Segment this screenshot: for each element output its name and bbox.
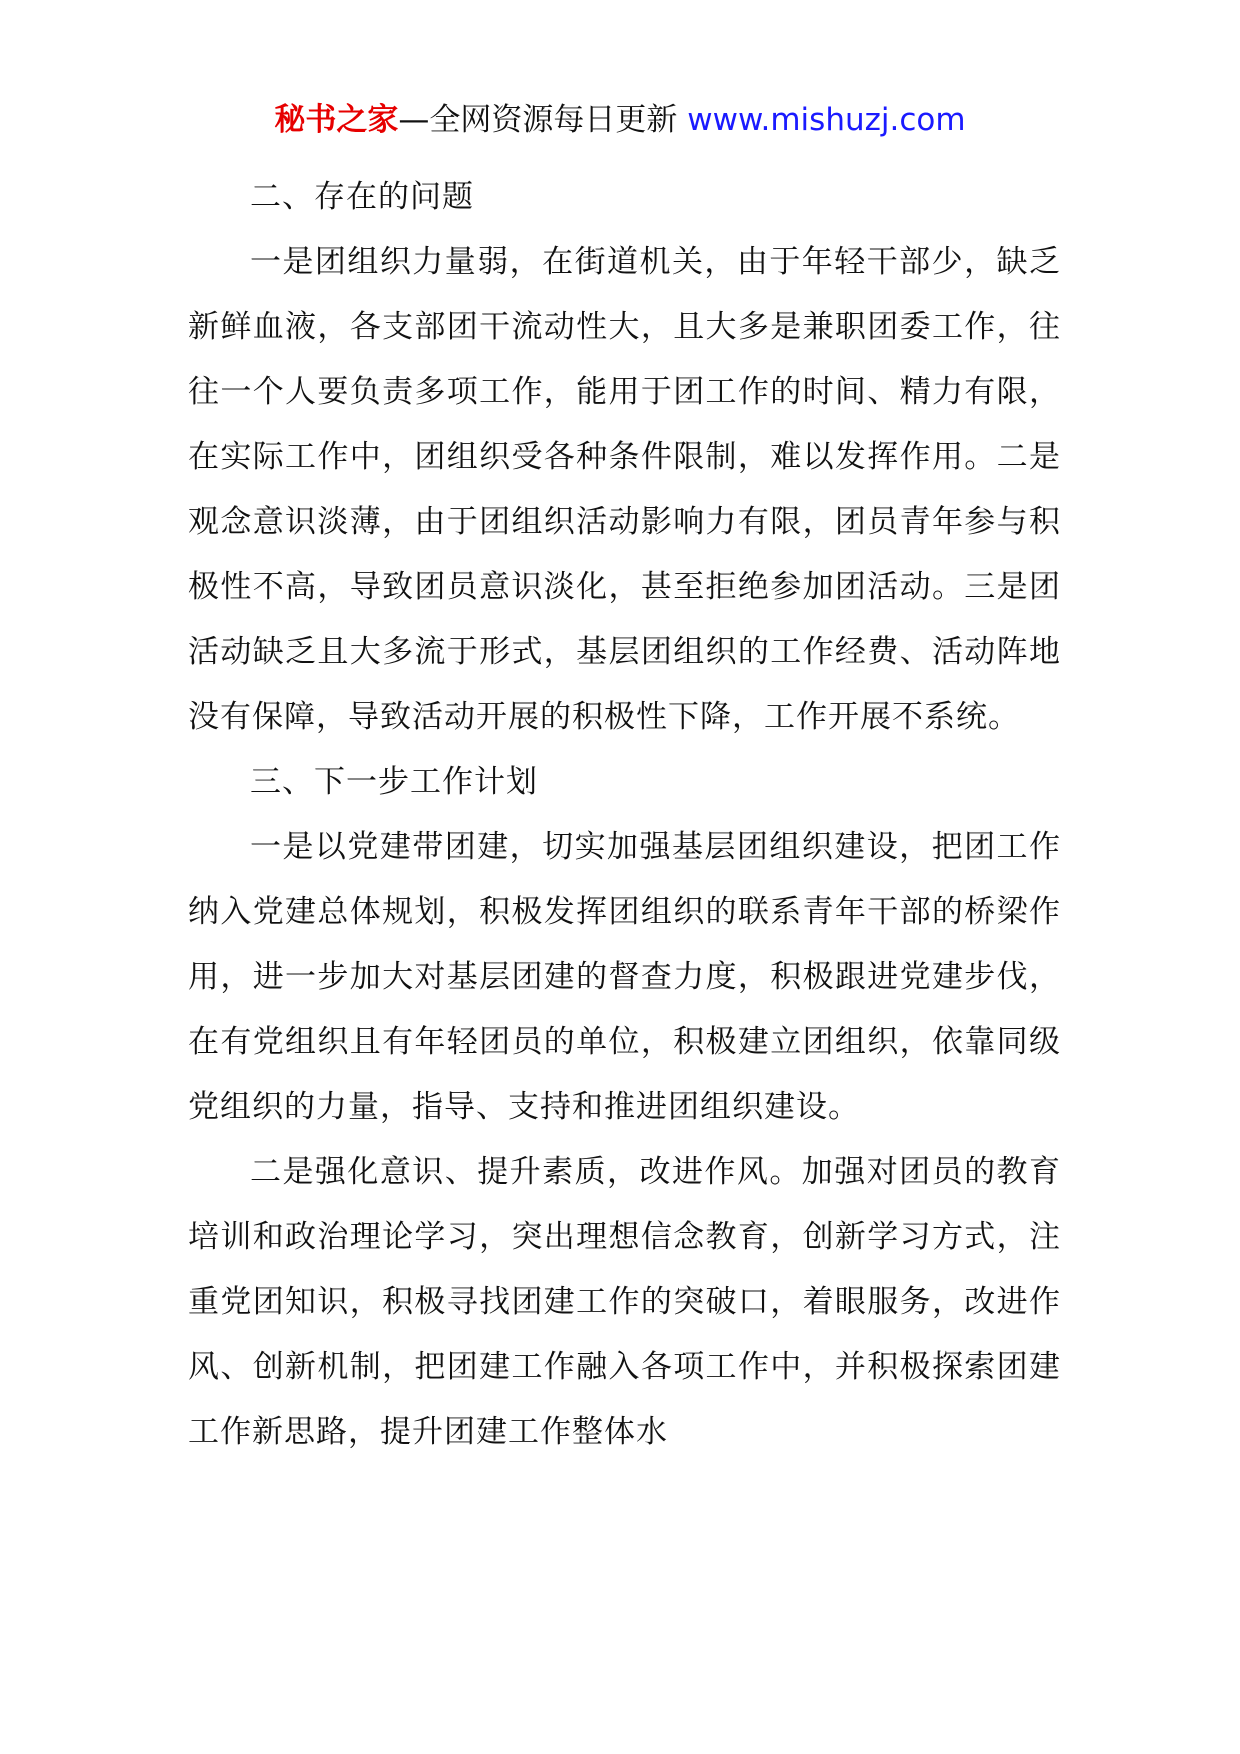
header-tagline: —全网资源每日更新 xyxy=(398,102,688,138)
site-url-link[interactable]: www.mishuzj.com xyxy=(687,102,966,138)
paragraph-plan-one: 一是以党建带团建，切实加强基层团组织建设，把团工作纳入党建总体规划，积极发挥团组织的联系青年干部的桥梁作用，进一步加大对基层团建的督查力度，积极跟进党建步伐，在有党组织且有年轻团员的单位，积极建立团组织，依靠同级党组织的力量，指导、支持和推进团组织建设。 xyxy=(188,829,1061,1125)
section-heading-next-plan: 三、下一步工作计划 xyxy=(250,764,538,800)
paragraph-plan-two: 二是强化意识、提升素质，改进作风。加强对团员的教育培训和政治理论学习，突出理想信念教育，创新学习方式，注重党团知识，积极寻找团建工作的突破口，着眼服务，改进作风、创新机制，把团建工作融入各项工作中，并积极探索团建工作新思路，提升团建工作整体水 xyxy=(188,1154,1061,1450)
section-heading-problems: 二、存在的问题 xyxy=(250,179,474,215)
document-body xyxy=(188,165,1061,1465)
site-header xyxy=(0,98,1240,142)
paragraph-problems: 一是团组织力量弱，在街道机关，由于年轻干部少，缺乏新鲜血液，各支部团干流动性大，且大多是兼职团委工作，往往一个人要负责多项工作，能用于团工作的时间、精力有限，在实际工作中，团组织受各种条件限制，难以发挥作用。二是观念意识淡薄，由于团组织活动影响力有限，团员青年参与积极性不高，导致团员意识淡化，甚至拒绝参加团活动。三是团活动缺乏且大多流于形式，基层团组织的工作经费、活动阵地没有保障，导致活动开展的积极性下降，工作开展不系统。 xyxy=(188,244,1061,735)
brand-name: 秘书之家 xyxy=(274,102,399,138)
